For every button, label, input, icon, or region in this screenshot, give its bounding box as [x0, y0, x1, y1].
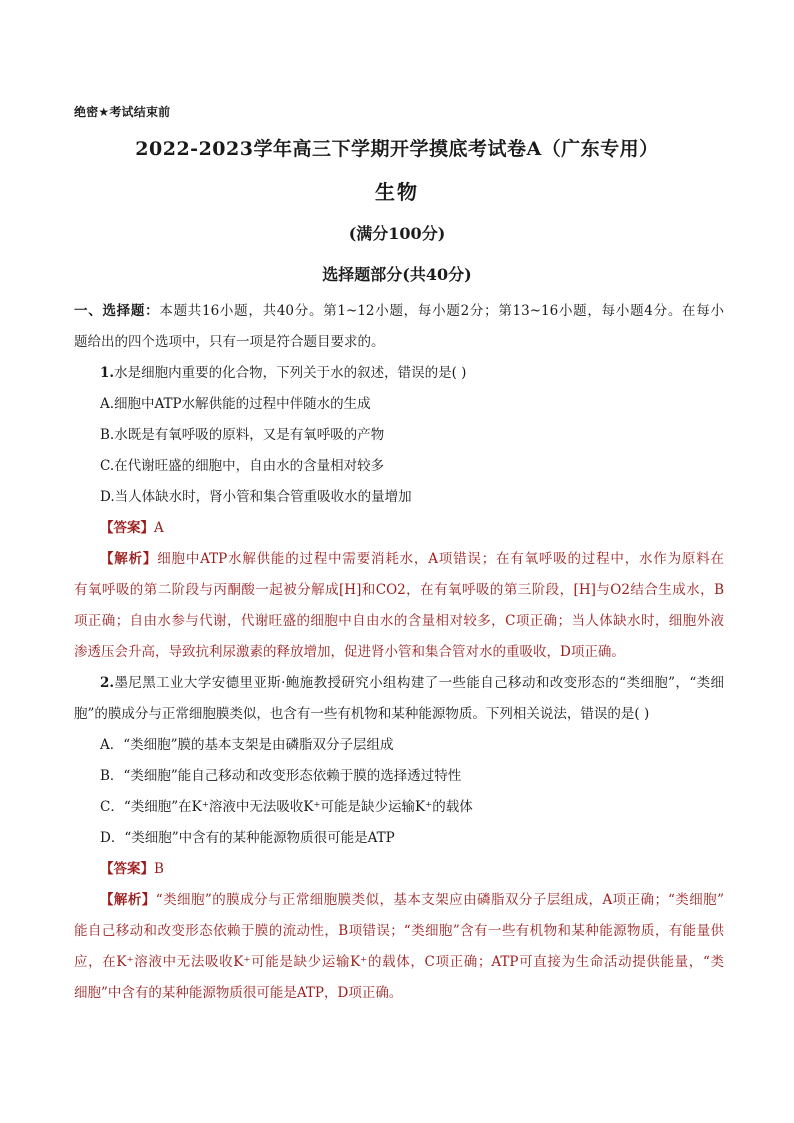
instructions-line-1	[74, 296, 724, 327]
question-1-analysis-line-3: 项正确；自由水参与代谢，代谢旺盛的细胞中自由水的含量相对较多，C项正确；当人体缺水时，细胞外液	[74, 613, 724, 629]
analysis-text: “类细胞”的膜成分与正常细胞膜类似，基本支架应由磷脂双分子层组成，A项正确；“类细胞”	[155, 892, 724, 908]
question-2-stem-line-2: 胞”的膜成分与正常细胞膜类似，也含有一些有机物和某种能源物质。下列相关说法，错误的是( )	[74, 706, 650, 722]
answer-value: B	[154, 861, 164, 877]
question-number: 2.	[100, 675, 115, 691]
question-1-analysis-line-4: 渗透压会升高，导致抗利尿激素的释放增加，促进肾小管和集合管对水的重吸收，D项正确。	[74, 644, 625, 660]
answer-label: 【答案】	[100, 520, 154, 536]
question-2-answer	[74, 854, 724, 885]
question-number: 1.	[100, 365, 115, 381]
question-2-option-a: A．“类细胞”膜的基本支架是由磷脂双分子层组成	[100, 737, 394, 753]
question-text: 墨尼黑工业大学安德里亚斯·鲍施教授研究小组构建了一些能自己移动和改变形态的“类细胞”，“类细	[114, 675, 724, 691]
confidential-mark: 绝密★考试结束前	[74, 105, 171, 119]
question-2-stem-line-1	[74, 668, 724, 699]
answer-label: 【答案】	[100, 861, 154, 877]
analysis-text: 细胞中ATP水解供能的过程中需要消耗水，A项错误；在有氧呼吸的过程中，水作为原料在	[157, 551, 725, 567]
question-1-analysis-line-2: 有氧呼吸的第二阶段与丙酮酸一起被分解成[H]和CO2，在有氧呼吸的第三阶段，[H]与O2结合生成水，B	[74, 582, 724, 598]
question-1-answer	[74, 513, 724, 544]
question-1-analysis-line-1	[74, 544, 724, 575]
question-2-option-d: D．“类细胞”中含有的某种能源物质很可能是ATP	[100, 830, 395, 846]
question-1-option-c: C.在代谢旺盛的细胞中，自由水的含量相对较多	[100, 458, 385, 474]
answer-value: A	[154, 520, 164, 536]
question-1-stem	[74, 358, 724, 389]
subject-title: 生物	[375, 180, 419, 204]
exam-content	[74, 296, 724, 1009]
question-2-analysis-line-3: 应，在K⁺溶液中无法吸收K⁺可能是缺少运输K⁺的载体，C项正确；ATP可直接为生命活动提供能量，“类	[74, 954, 724, 970]
exam-title: 2022-2023学年高三下学期开学摸底考试卷A（广东专用）	[135, 138, 659, 160]
question-2-analysis-line-4: 细胞”中含有的某种能源物质很可能是ATP，D项正确。	[74, 985, 403, 1001]
question-1-option-b: B.水既是有氧呼吸的原料，又是有氧呼吸的产物	[100, 427, 385, 443]
instructions-label: 一、选择题：	[74, 303, 160, 319]
question-text: 水是细胞内重要的化合物，下列关于水的叙述，错误的是( )	[114, 365, 467, 381]
section-heading: 选择题部分(共40分)	[322, 265, 472, 284]
instructions-line-2: 题给出的四个选项中，只有一项是符合题目要求的。	[74, 334, 385, 350]
question-1-option-a: A.细胞中ATP水解供能的过程中伴随水的生成	[100, 396, 371, 412]
question-2-analysis-line-2: 能自己移动和改变形态依赖于膜的流动性，B项错误；“类细胞”含有一些有机物和某种能源物质，有能量供	[74, 923, 724, 939]
full-score-note: (满分100分)	[348, 224, 446, 243]
analysis-label: 【解析】	[100, 551, 158, 567]
analysis-label: 【解析】	[100, 892, 156, 908]
question-1-option-d: D.当人体缺水时，肾小管和集合管重吸收水的量增加	[100, 489, 412, 505]
question-2-analysis-line-1	[74, 885, 724, 916]
instructions-text: 本题共16小题，共40分。第1~12小题，每小题2分；第13~16小题，每小题4分。在每小	[159, 303, 725, 319]
question-2-option-c: C．“类细胞”在K⁺溶液中无法吸收K⁺可能是缺少运输K⁺的载体	[100, 799, 473, 815]
question-2-option-b: B．“类细胞”能自己移动和改变形态依赖于膜的选择透过特性	[100, 768, 462, 784]
